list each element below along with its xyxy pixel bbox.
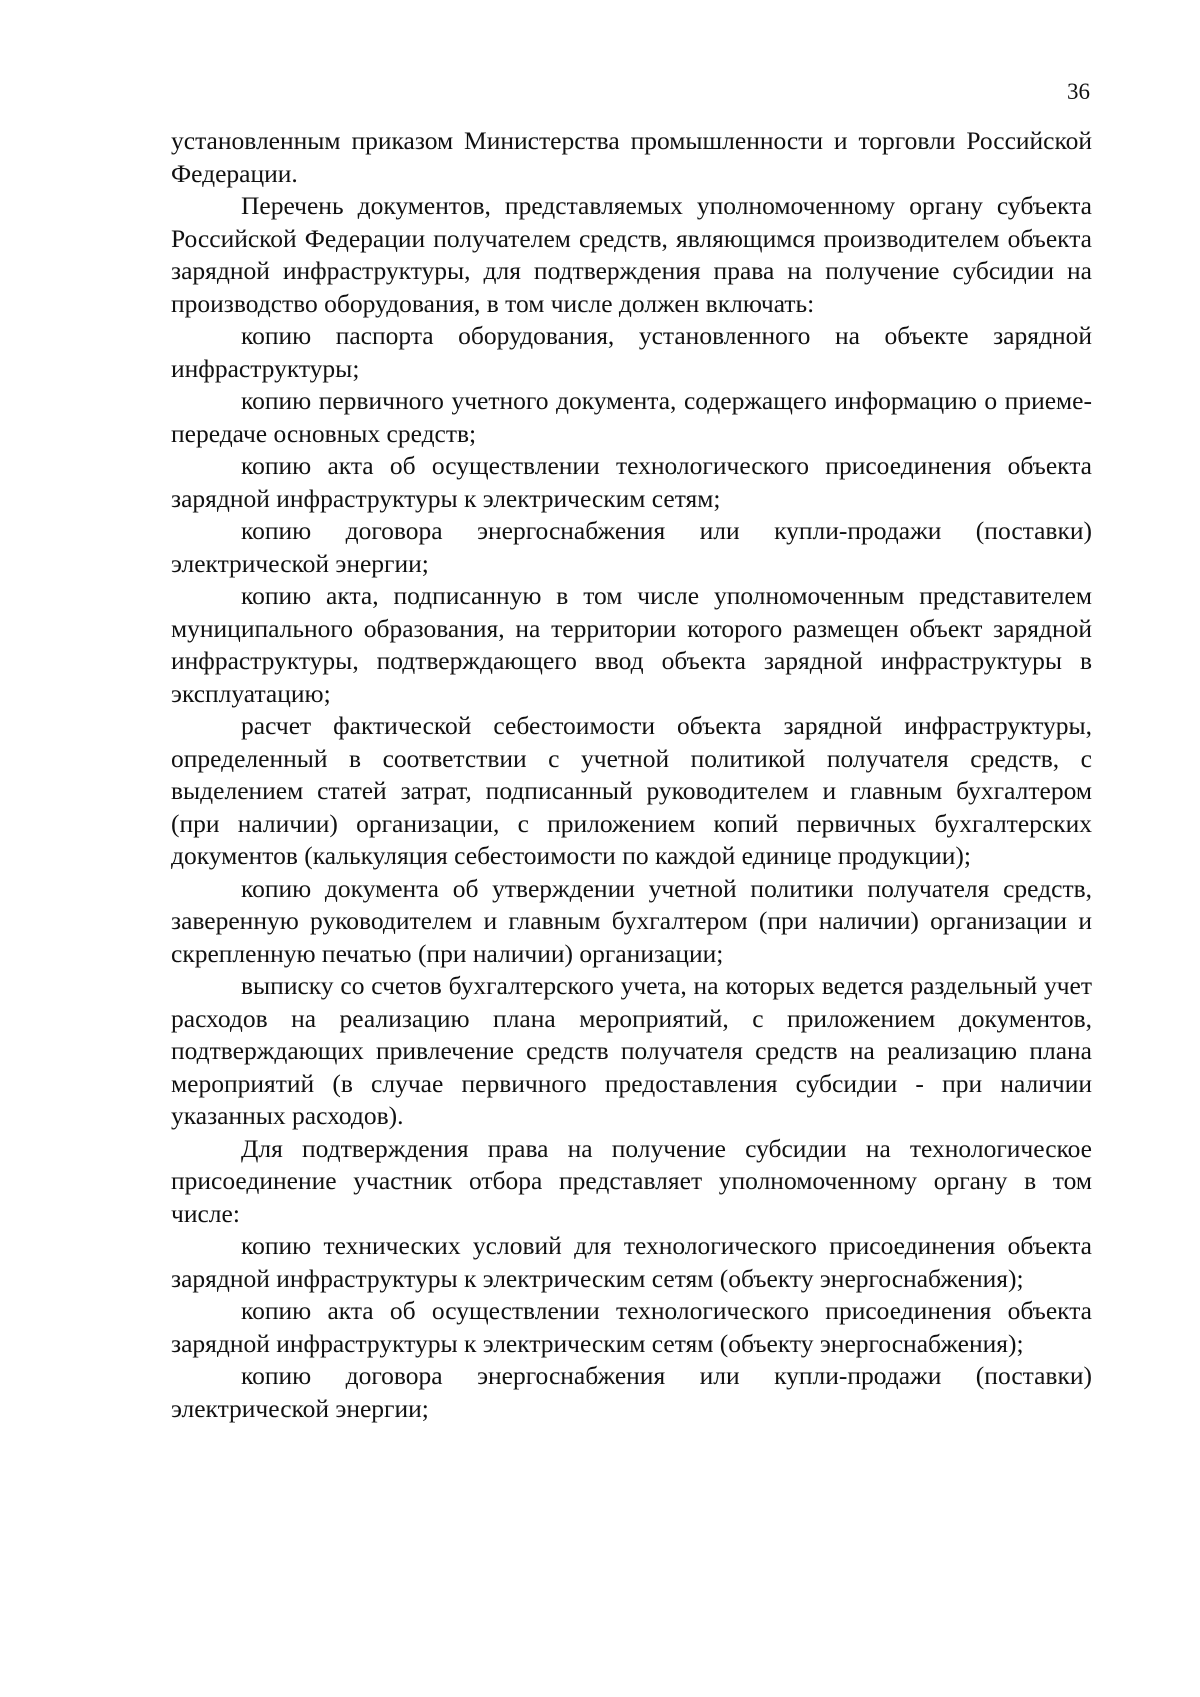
document-body [171,125,1092,1425]
paragraph-connection-subsidy-intro: Для подтверждения права на получение субсидии на технологическое присоединение участник отбора представляет уполномоченному органу в том числе: [171,1133,1092,1228]
list-item-primary-accounting-document: копию первичного учетного документа, содержащего информацию о приеме-передаче основных средств; [171,386,1092,448]
list-item-connection-act-2: копию акта об осуществлении технологического присоединения объекта зарядной инфраструктуры к электрическим сетям (объекту энергоснабжения); [171,1296,1092,1358]
list-item-energy-supply-contract-2: копию договора энергоснабжения или купли-продажи (поставки) электрической энергии; [171,1361,1092,1423]
list-item-accounting-policy: копию документа об утверждении учетной политики получателя средств, заверенную руководителем и главным бухгалтером (при наличии) организации и скрепленную печатью (при наличии) организации; [171,873,1092,968]
list-item-technical-conditions: копию технических условий для технологического присоединения объекта зарядной инфраструктуры к электрическим сетям (объекту энергоснабжения); [171,1231,1092,1293]
list-item-account-statement: выписку со счетов бухгалтерского учета, на которых ведется раздельный учет расходов на реализацию плана мероприятий, с приложением документов, подтверждающих привлечение средств получателя средств на реализацию плана мероприятий (в случае первичного предоставления субсидии - при наличии указанных расходов). [171,971,1092,1130]
list-item-energy-supply-contract: копию договора энергоснабжения или купли-продажи (поставки) электрической энергии; [171,516,1092,578]
list-item-cost-calculation: расчет фактической себестоимости объекта зарядной инфраструктуры, определенный в соответствии с учетной политикой получателя средств, с выделением статей затрат, подписанный руководителем и главным бухгалтером (при наличии) организации, с приложением копий первичных бухгалтерских документов (калькуляция себестоимости по каждой единице продукции); [171,711,1092,870]
paragraph-document-list-intro: Перечень документов, представляемых уполномоченному органу субъекта Российской Федерации получателем средств, являющимся производителем объекта зарядной инфраструктуры, для подтверждения права на получение субсидии на производство оборудования, в том числе должен включать: [171,191,1092,318]
paragraph-continuation: установленным приказом Министерства промышленности и торговли Российской Федерации. [171,126,1092,188]
list-item-equipment-passport: копию паспорта оборудования, установленного на объекте зарядной инфраструктуры; [171,321,1092,383]
list-item-commissioning-act: копию акта, подписанную в том числе уполномоченным представителем муниципального образования, на территории которого размещен объект зарядной инфраструктуры, подтверждающего ввод объекта зарядной инфраструктуры в эксплуатацию; [171,581,1092,708]
page-number: 36 [1067,79,1090,104]
list-item-connection-act: копию акта об осуществлении технологического присоединения объекта зарядной инфраструктуры к электрическим сетям; [171,451,1092,513]
